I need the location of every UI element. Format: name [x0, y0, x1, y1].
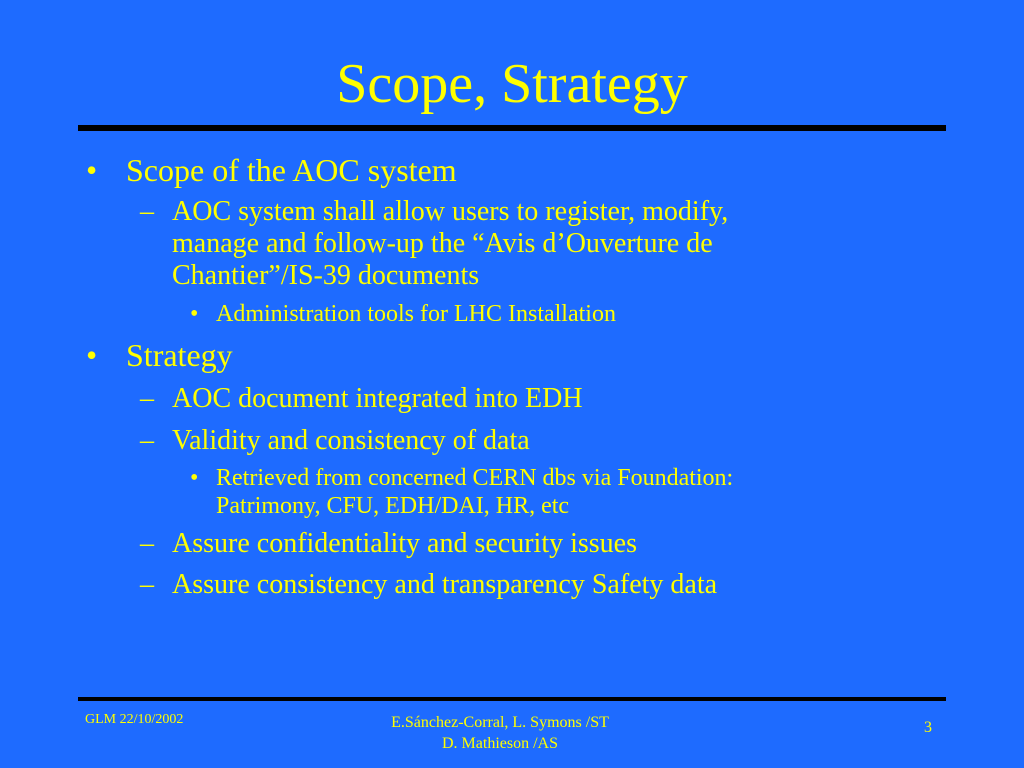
footer-authors [320, 712, 680, 754]
footer-divider [78, 697, 946, 701]
bullet-marker: • [190, 465, 199, 491]
sub-bullet-text-line: Chantier”/IS-39 documents [172, 260, 480, 291]
dash-marker: – [140, 528, 154, 559]
bullet-marker: • [86, 152, 98, 188]
sub-bullet-text-line: AOC system shall allow users to register, modify, [172, 196, 729, 227]
dash-marker: – [140, 383, 154, 414]
sub-bullet-text: Validity and consistency of data [172, 425, 530, 456]
sub-bullet-text: AOC document integrated into EDH [172, 383, 583, 414]
sub-bullet-text: Assure confidentiality and security issues [172, 528, 638, 559]
sub-sub-bullet-text-line: Retrieved from concerned CERN dbs via Foundation: [216, 465, 734, 491]
title-divider [78, 125, 946, 131]
dash-marker: – [140, 196, 154, 227]
dash-marker: – [140, 569, 154, 600]
sub-bullet-text: Assure consistency and transparency Safety data [172, 569, 718, 600]
footer-author-line: E.Sánchez-Corral, L. Symons /ST [391, 714, 609, 731]
sub-sub-bullet-text-line: Patrimony, CFU, EDH/DAI, HR, etc [216, 493, 570, 519]
dash-marker: – [140, 425, 154, 456]
bullet-marker: • [190, 301, 199, 327]
bullet-text: Strategy [126, 337, 233, 373]
footer-date: GLM 22/10/2002 [85, 712, 184, 727]
slide-title: Scope, Strategy [336, 53, 688, 115]
page-number: 3 [924, 719, 932, 736]
sub-bullet-text-line: manage and follow-up the “Avis d’Ouverture de [172, 228, 713, 259]
footer-author-line: D. Mathieson /AS [442, 735, 558, 752]
sub-sub-bullet-text: Administration tools for LHC Installation [216, 301, 616, 327]
bullet-text: Scope of the AOC system [126, 152, 457, 188]
bullet-marker: • [86, 337, 98, 373]
